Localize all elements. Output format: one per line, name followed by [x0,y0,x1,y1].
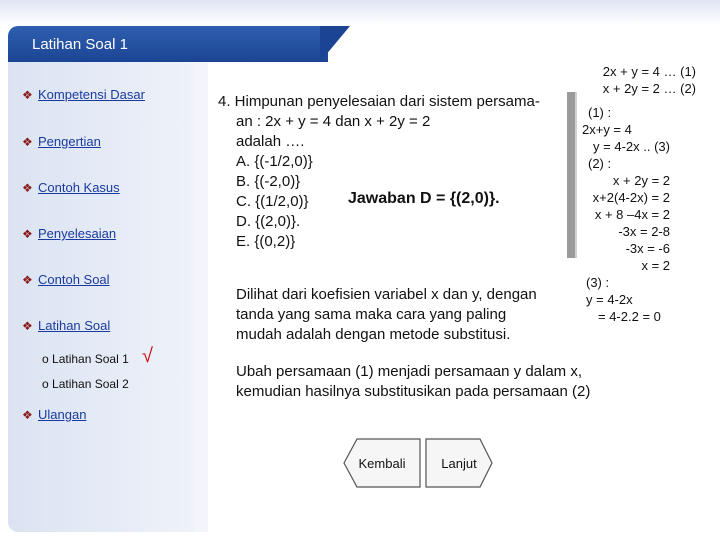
explanation-line: Ubah persamaan (1) menjadi persamaan y dalam x, [236,363,583,380]
option-b: B. {(-2,0)} [236,173,301,190]
sidebar-item-label: Kompetensi Dasar [38,87,145,102]
sidebar-item-label: Ulangan [38,407,87,422]
page-title: Latihan Soal 1 [32,36,128,53]
work-line: x + 2y = 2 … (2) [602,81,696,96]
sidebar [8,62,194,532]
subitem-label: Latihan Soal 2 [52,377,129,391]
work-line: y = 4-2x .. (3) [593,139,670,154]
equations-block [578,63,696,97]
sidebar-item-latihan-soal[interactable] [22,318,110,333]
work-line: 2x + y = 4 … (1) [602,64,696,79]
sidebar-item-label: Contoh Kasus [38,180,120,195]
sidebar-item-ulangan[interactable] [22,407,86,422]
question-line: adalah …. [236,133,305,150]
explanation-line: mudah adalah dengan metode substitusi. [236,326,511,343]
back-button-label: Kembali [358,455,406,471]
sidebar-item-pengertian[interactable] [22,134,101,149]
work-line: 2x+y = 4 [582,122,632,137]
work-line: y = 4-2x [586,292,633,307]
substitution-work [580,104,670,274]
diamond-bullet-icon: ❖ [22,181,33,195]
work-line: x + 2y = 2 [612,173,670,188]
diamond-bullet-icon: ❖ [22,319,33,333]
sidebar-item-label: Pengertian [38,134,101,149]
work-line: x = 2 [641,258,670,273]
subitem-label: Latihan Soal 1 [52,352,129,366]
question-block [218,92,540,252]
work-line: (2) : [588,156,612,171]
next-button-label: Lanjut [441,455,477,471]
vertical-divider [567,92,577,258]
sidebar-item-penyelesaian[interactable] [22,226,116,241]
question-line: an : 2x + y = 4 dan x + 2y = 2 [236,113,431,130]
sidebar-item-kompetensi-dasar[interactable] [22,87,145,102]
work-line: = 4-2.2 = 0 [598,309,661,324]
option-e: E. {(0,2)} [236,233,296,250]
next-button[interactable] [425,438,493,488]
sidebar-item-contoh-kasus[interactable] [22,180,120,195]
explanation-paragraph-2 [236,362,590,402]
diamond-bullet-icon: ❖ [22,135,33,149]
work-line: (1) : [588,105,612,120]
diamond-bullet-icon: ❖ [22,88,33,102]
sidebar-item-label: Contoh Soal [38,272,110,287]
sidebar-item-label: Latihan Soal [38,318,111,333]
explanation-line: Dilihat dari koefisien variabel x dan y, dengan [236,286,537,303]
sidebar-divider [194,62,208,532]
diamond-bullet-icon: ❖ [22,273,33,287]
diamond-bullet-icon: ❖ [22,408,33,422]
explanation-paragraph-1 [236,285,537,345]
question-line: 4. Himpunan penyelesaian dari sistem persama- [218,93,540,110]
option-a: A. {(-1/2,0)} [236,153,313,170]
back-button[interactable] [343,438,421,488]
subitem-latihan-soal-1[interactable]: o Latihan Soal 1 [42,352,129,366]
diamond-bullet-icon: ❖ [22,227,33,241]
option-c: C. {(1/2,0)} [236,193,309,210]
sidebar-item-contoh-soal[interactable] [22,272,110,287]
result-work [586,274,676,325]
title-bar-tail [320,26,350,62]
work-line: -3x = 2-8 [618,224,670,239]
explanation-line: kemudian hasilnya substitusikan pada persamaan (2) [236,383,591,400]
option-d: D. {(2,0)}. [236,213,301,230]
work-line: (3) : [586,275,610,290]
subitem-latihan-soal-2[interactable]: o Latihan Soal 2 [42,377,129,391]
check-icon: √ [142,345,153,367]
work-line: -3x = -6 [625,241,670,256]
sidebar-item-label: Penyelesaian [38,226,117,241]
work-line: x + 8 –4x = 2 [594,207,670,222]
top-banner [0,0,720,26]
answer-text: Jawaban D = {(2,0)}. [348,190,500,207]
explanation-line: tanda yang sama maka cara yang paling [236,306,507,323]
work-line: x+2(4-2x) = 2 [592,190,670,205]
